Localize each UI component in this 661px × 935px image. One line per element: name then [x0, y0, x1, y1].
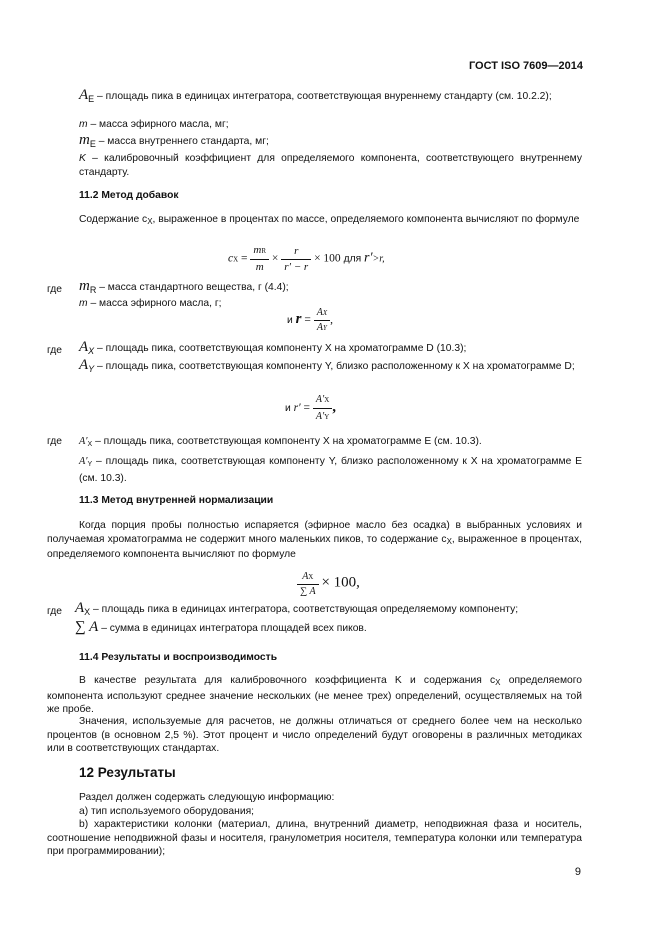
formula-tail: × 100	[314, 252, 341, 265]
subscript: X	[233, 255, 239, 264]
symbol-a: A	[79, 357, 89, 373]
def-text: – площадь пика, соответствующая компоненту X на хроматограмме D (10.3);	[94, 343, 467, 354]
denominator: m	[255, 261, 264, 273]
def-text: – сумма в единицах интегратора площадей всех пиков.	[98, 623, 367, 634]
symbol-a: A	[75, 600, 85, 616]
s11-3-text	[47, 519, 582, 562]
numerator: r	[281, 244, 311, 260]
symbol-k: K	[79, 153, 86, 164]
denominator: A	[316, 322, 324, 333]
subscript: X	[88, 346, 95, 356]
intro-text: Содержание c	[79, 214, 148, 225]
def-mr	[79, 280, 582, 298]
equals-sign: =	[301, 314, 314, 327]
condition-rest: >r,	[372, 253, 385, 265]
symbol-m: m	[79, 278, 90, 294]
def-me	[79, 134, 582, 152]
s11-4-p1	[47, 674, 582, 717]
s11-2-intro	[47, 213, 582, 229]
symbol-a-prime: A′	[79, 456, 88, 467]
def-sum	[75, 621, 585, 636]
subscript: E	[88, 94, 95, 104]
paragraph-rest: определяемого компонента используют среднее значение нескольких (не менее трех) определений, осуществляемых на той же пробе.	[47, 675, 583, 716]
fraction-apx-apy	[313, 392, 332, 425]
def-ax-norm	[75, 602, 585, 620]
def-text: – масса эфирного масла, г;	[87, 298, 222, 309]
formula-post: ,	[332, 399, 336, 416]
where-label: где	[47, 284, 63, 295]
subscript: E	[89, 139, 96, 149]
numerator: A	[316, 307, 323, 318]
fraction-mr-m	[250, 243, 269, 275]
subscript: X	[324, 396, 330, 404]
formula-prefix: и	[285, 403, 291, 415]
sum-symbol: ∑ A	[75, 619, 99, 635]
symbol-a: A	[79, 87, 89, 103]
def-ax	[79, 341, 582, 359]
def-apx	[79, 435, 582, 452]
s12-lead: Раздел должен содержать следующую информацию:	[79, 792, 335, 803]
intro-rest: , выраженное в процентах по массе, определяемого компонента вычисляют по формуле	[152, 214, 580, 225]
numerator: A	[302, 571, 309, 582]
symbol-m: m	[79, 132, 90, 148]
subscript: X	[147, 217, 153, 226]
def-m	[79, 118, 582, 132]
fraction-ax-suma	[297, 570, 319, 598]
symbol-a-prime: A′	[79, 436, 88, 447]
denominator: A′	[315, 411, 325, 422]
subscript: X	[495, 678, 501, 687]
formula-tail: × 100,	[321, 574, 360, 591]
fraction-ax-ay	[314, 306, 330, 335]
subscript: Y	[87, 461, 93, 468]
formula-lhs: r	[295, 311, 302, 328]
section-11-4-title: 11.4 Результаты и воспроизводимость	[79, 652, 278, 663]
def-text: – площадь пика, соответствующая компоненту Y, близко расположенному к X на хроматограмме D;	[94, 361, 575, 372]
formula-lhs: r′	[293, 402, 301, 415]
numerator: m	[253, 244, 262, 256]
fraction-r	[281, 244, 311, 275]
def-k	[79, 152, 582, 179]
where-label: где	[47, 345, 63, 356]
s12-item-a: а) тип используемого оборудования;	[79, 806, 255, 817]
condition-prefix: для	[343, 253, 362, 265]
equals-sign: =	[300, 402, 313, 415]
formula-prefix: и	[287, 315, 293, 327]
def-text: – площадь пика, соответствующая компоненту X на хроматограмме E (см. 10.3).	[92, 436, 482, 447]
numerator: A′	[315, 394, 325, 405]
subscript: X	[446, 536, 452, 546]
formula-normalization	[297, 570, 360, 598]
denominator: r′ − r	[284, 260, 309, 273]
s12-item-b: b) характеристики колонки (материал, длина, внутренний диаметр, неподвижная фаза и носитель, соотношение неподвижной фазы и носителя, гранулометрия носителя, температура колонки или температура при программировании);	[47, 819, 582, 858]
subscript: R	[261, 247, 267, 255]
subscript: Y	[324, 413, 330, 421]
subscript: X	[322, 309, 328, 317]
section-12-title: 12 Результаты	[79, 765, 176, 780]
def-text: – масса стандартного вещества, г (4.4);	[96, 282, 289, 293]
condition-symbol: r′	[364, 250, 373, 266]
where-label: где	[47, 606, 63, 617]
equals-sign: =	[238, 252, 251, 265]
formula-lhs: c	[228, 252, 234, 265]
paragraph-rest: , выраженное в процентах, определяемого компонента вычисляют по формуле	[47, 533, 582, 561]
subscript: Y	[323, 324, 327, 332]
page-number: 9	[574, 866, 581, 878]
subscript: X	[308, 573, 314, 581]
where-label: где	[47, 436, 63, 447]
formula-r	[287, 306, 333, 335]
s11-4-p2: Значения, используемые для расчетов, не должны отличаться от среднего более чем на несколько процентов (в основном 2,5 %). Этот процент и число определений будут оговорены в различных методиках или в соответствующих стандартах.	[47, 716, 582, 755]
subscript: Y	[88, 364, 95, 374]
symbol-m: m	[79, 298, 88, 309]
standard-header: ГОСТ ISO 7609—2014	[468, 60, 583, 72]
formula-addition	[228, 243, 385, 275]
def-text: – площадь пика в единицах интегратора, соответствующая внуреннему стандарту (см. 10.2.2);	[94, 91, 552, 102]
def-apy	[79, 455, 582, 485]
symbol-m: m	[79, 119, 88, 130]
subscript: R	[89, 285, 97, 295]
def-text: – масса эфирного масла, мг;	[87, 119, 229, 130]
times-sign: ×	[271, 252, 279, 265]
symbol-a: A	[79, 339, 89, 355]
def-ae	[79, 89, 582, 107]
def-text: – площадь пика в единицах интегратора, соответствующая определяемому компоненту;	[90, 604, 519, 615]
paragraph-text: Когда порция пробы полностью испаряется (эфирное масло без осадка) в выбранных условиях и получаемая хроматограмма не содержит много маленьких пиков, то содержание c	[47, 520, 582, 545]
def-ay	[79, 359, 582, 377]
formula-post: ,	[330, 314, 333, 327]
section-11-3-title: 11.3 Метод внутренней нормализации	[79, 495, 274, 506]
denominator: ∑ A	[300, 586, 316, 597]
formula-r-prime	[285, 392, 336, 425]
def-text: – площадь пика, соответствующая компоненту Y, близко расположенному к X на хроматограмме E (см. 10.3).	[79, 456, 582, 484]
subscript: X	[84, 607, 91, 617]
subscript: X	[87, 441, 93, 448]
paragraph-text: В качестве результата для калибровочного коэффициента K и содержания c	[79, 675, 496, 686]
section-11-2-title: 11.2 Метод добавок	[79, 190, 179, 201]
def-text: – калибровочный коэффициент для определяемого компонента, соответствующего внутреннему стандарту.	[79, 153, 582, 178]
def-text: – масса внутреннего стандарта, мг;	[95, 136, 269, 147]
